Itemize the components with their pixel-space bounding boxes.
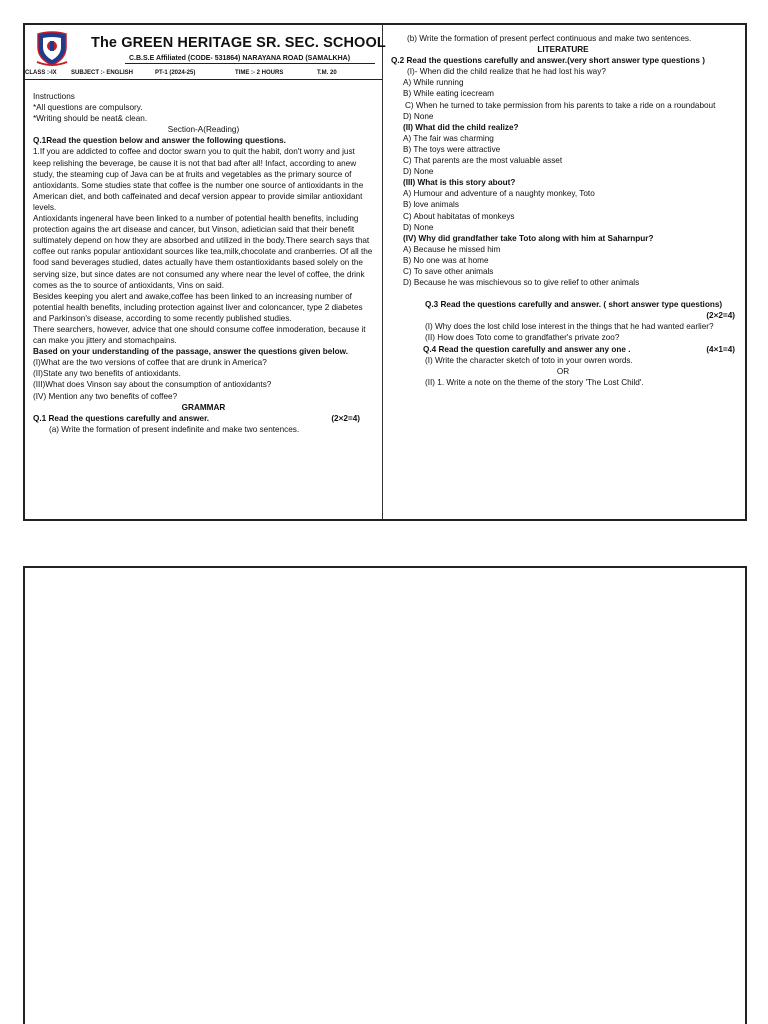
marks-label: (2×2=4) [331, 413, 360, 423]
question-item: (I)- When did the child realize that he had lost his way? [407, 67, 606, 77]
passage-paragraph: Antioxidants ingeneral have been linked to a number of potential health benefits, including protection agains the art disease and cancer, but Vinson, adietician said that their benefit sultimately depend on how they are absorbed and utilized in the body.There search says that coffee out ranks popular antioxidant sources like tea,milk,chocolate and cranberries. Of all the food sand beverages studied, dates actually have them ostantioxidants based solely on the serving size, but since dates are not consumed any where near the level of coffee, the drink comes as the to source of antioxidants, Vins on said. [33, 214, 373, 290]
option-item: C) To save other animals [403, 266, 494, 276]
question-item: (IV) Mention any two benefits of coffee? [33, 391, 178, 401]
exam-sheet-page-2-blank [23, 566, 747, 1024]
question-heading: Q.1 Read the questions carefully and answer. [33, 413, 210, 423]
question-item: (I) Write the character sketch of toto in your owren words. [425, 355, 633, 365]
option-item: C) About habitatas of monkeys [403, 211, 515, 221]
question-item: (II) 1. Write a note on the theme of the story 'The Lost Child'. [425, 377, 644, 387]
instruction-item: *Writing should be neat& clean. [33, 114, 148, 124]
option-item: D) None [403, 167, 434, 177]
spacer [391, 288, 735, 299]
q4-row [391, 344, 735, 355]
option-item: A) Humour and adventure of a naughty monkey, Toto [403, 189, 595, 199]
passage-paragraph: 1.If you are addicted to coffee and doctor swarn you to quit the habit, don't worry and just keep relishing the beverage, be cause it is not that bad after all! Infact, according to anew study, the steaming cup of Java can be at fruits and vegetables as the primary source of antioxidants. Some studies state that coffee is the number one source of antioxidants in the American diet, and both caffeinated and decaf version appear to provide similar antioxidant levels. [33, 147, 364, 212]
question-item: (a) Write the formation of present indefinite and make two sentences. [49, 424, 300, 434]
marks-row [391, 310, 735, 321]
exam-label: PT-1 (2024-25) [155, 70, 196, 76]
option-item: D) None [403, 111, 434, 121]
question-item: (I) Why does the lost child lose interest in the things that he had wanted earlier? [425, 322, 714, 332]
question-item: (II)State any two benefits of antioxidants. [33, 369, 181, 379]
option-item: B) The toys were attractive [403, 144, 501, 154]
question-heading: Q.4 Read the question carefully and answer any one . [423, 344, 631, 354]
passage-paragraph: Besides keeping you alert and awake,coffee has been linked to an increasing number of potential health benefits, including protection against liver and coloncancer, type 2 diabetes and Parkinson's disease, according to some recently published studies. [33, 291, 363, 323]
option-item: D) Because he was mischievous so to give relief to other animals [403, 278, 640, 288]
header-rule [125, 63, 375, 64]
option-item: B) No one was at home [403, 255, 489, 265]
school-name: The GREEN HERITAGE SR. SEC. SCHOOL [91, 35, 386, 51]
question-item: (I)What are the two versions of coffee that are drunk in America? [33, 358, 267, 368]
grammar-question-row [33, 413, 374, 424]
spacer [33, 80, 374, 91]
subject-label: SUBJECT :- ENGLISH [71, 70, 134, 76]
section-heading-grammar: GRAMMAR [181, 402, 226, 412]
option-item: B) love animals [403, 200, 459, 210]
option-item: C) When he turned to take permission from his parents to take a ride on a roundabout [405, 100, 716, 110]
exam-meta-row [25, 69, 382, 80]
question-item: (II) How does Toto come to grandfather's private zoo? [425, 333, 620, 343]
question-item: (IV) Why did grandfather take Toto along with him at Saharnpur? [403, 233, 654, 243]
exam-sheet-page-1 [23, 23, 747, 521]
question-item: (II) What did the child realize? [403, 122, 519, 132]
question-heading: Q.3 Read the questions carefully and answer. ( short answer type questions) [425, 300, 723, 310]
option-item: B) While eating icecream [403, 89, 495, 99]
marks-label: (2×2=4) [706, 311, 735, 321]
section-heading: Section-A(Reading) [167, 125, 240, 135]
question-item: (III)What does Vinson say about the consumption of antioxidants? [33, 380, 272, 390]
right-column [383, 25, 745, 388]
option-item: A) Because he missed him [403, 244, 501, 254]
instruction-item: *All questions are compulsory. [33, 103, 143, 113]
school-crest-logo [35, 31, 69, 67]
class-label: CLASS :-IX [25, 70, 57, 76]
option-item: A) The fair was charming [403, 133, 494, 143]
marks-label: (4×1=4) [706, 344, 735, 354]
time-label: TIME :- 2 HOURS [235, 70, 284, 76]
affiliation-address: C.B.S.E Affiliated (CODE- 531864) NARAYANA ROAD (SAMALKHA) [129, 55, 351, 62]
question-heading: Q.1Read the question below and answer the following questions. [33, 136, 286, 146]
question-item: (III) What is this story about? [403, 178, 516, 188]
passage-paragraph: There searchers, however, advice that one should consume coffee inmoderation, because it can make you jittery and stomachpains. [33, 324, 366, 346]
total-marks-label: T.M. 20 [317, 70, 337, 76]
question-item: (b) Write the formation of present perfect continuous and make two sentences. [407, 34, 692, 43]
instructions-title: Instructions [33, 92, 75, 101]
question-heading: Q.2 Read the questions carefully and answer.(very short answer type questions ) [391, 56, 705, 66]
section-heading-literature: LITERATURE [537, 45, 589, 55]
option-item: A) While running [403, 78, 464, 88]
question-instruction: Based on your understanding of the passage, answer the questions given below. [33, 347, 348, 357]
or-separator: OR [556, 366, 570, 376]
left-column [25, 25, 386, 435]
option-item: D) None [403, 222, 434, 232]
option-item: C) That parents are the most valuable asset [403, 156, 563, 166]
school-header [33, 31, 386, 69]
